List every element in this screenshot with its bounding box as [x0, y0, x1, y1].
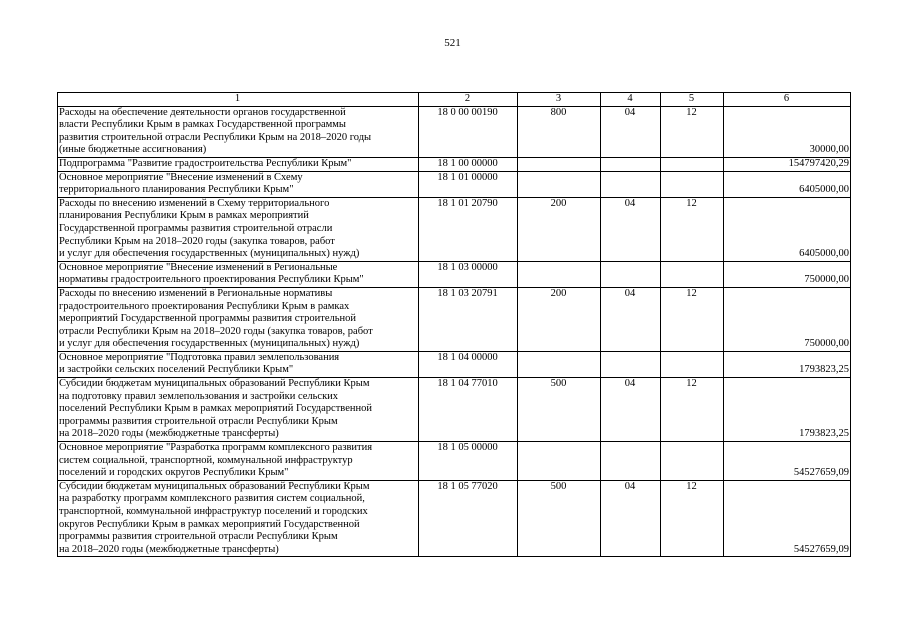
expense-name-cell: [58, 197, 419, 261]
target-article-cell: 18 1 05 77020: [419, 480, 518, 557]
expense-name-line: планирования Республики Крым в рамках мероприятий: [59, 210, 309, 222]
expense-name-line: Республики Крым на 2018–2020 годы (закупка товаров, работ: [59, 235, 335, 247]
expense-name-line: поселений и городских округов Республики Крым": [59, 467, 289, 479]
expense-name-line: Субсидии бюджетам муниципальных образований Республики Крым: [59, 378, 370, 390]
expense-name-line: Основное мероприятие "Разработка программ комплексного развития: [59, 442, 373, 454]
target-article-cell: 18 1 01 00000: [419, 171, 518, 197]
section-cell: [601, 171, 661, 197]
target-article-cell: 18 1 03 20791: [419, 287, 518, 351]
table-row: [58, 378, 851, 442]
expense-type-cell: [518, 261, 601, 287]
subsection-cell: 12: [661, 378, 724, 442]
expense-name-line: градостроительного проектирования Республики Крым в рамках: [59, 300, 350, 312]
target-article-cell: 18 1 05 00000: [419, 442, 518, 481]
amount-cell: 54527659,09: [724, 442, 851, 481]
expense-type-cell: 800: [518, 106, 601, 157]
expense-type-cell: 200: [518, 287, 601, 351]
column-header: 3: [518, 93, 601, 107]
subsection-cell: [661, 351, 724, 377]
expense-name-line: Основное мероприятие "Внесение изменений в Региональные: [59, 261, 338, 273]
expense-name-line: Основное мероприятие "Внесение изменений в Схему: [59, 171, 303, 183]
table-row: [58, 157, 851, 171]
expense-name-line: развития строительной отрасли Республики Крым на 2018–2020 годы: [59, 131, 372, 143]
amount-cell: 1793823,25: [724, 351, 851, 377]
section-cell: 04: [601, 197, 661, 261]
table-row: [58, 197, 851, 261]
expense-name-line: поселений Республики Крым в рамках мероприятий Государственной: [59, 403, 372, 415]
column-header: 2: [419, 93, 518, 107]
expense-name-line: Подпрограмма "Развитие градостроительства Республики Крым": [59, 157, 352, 169]
column-header: 1: [58, 93, 419, 107]
target-article-cell: 18 1 01 20790: [419, 197, 518, 261]
expense-name-line: округов Республики Крым в рамках мероприятий Государственной: [59, 518, 360, 530]
expense-name-cell: [58, 261, 419, 287]
table-row: [58, 106, 851, 157]
target-article-cell: 18 0 00 00190: [419, 106, 518, 157]
expense-name-cell: [58, 106, 419, 157]
expense-type-cell: [518, 171, 601, 197]
subsection-cell: [661, 442, 724, 481]
expense-name-cell: [58, 442, 419, 481]
page-number: 521: [444, 37, 461, 49]
amount-cell: 750000,00: [724, 287, 851, 351]
expense-name-line: на 2018–2020 годы (межбюджетные трансферты): [59, 428, 279, 440]
expense-name-line: мероприятий Государственной программы развития строительной: [59, 313, 356, 325]
column-header: 6: [724, 93, 851, 107]
amount-cell: 154797420,29: [724, 157, 851, 171]
expense-name-line: и услуг для обеспечения государственных (муниципальных) нужд): [59, 338, 360, 350]
expense-name-line: программы развития строительной отрасли Республики Крым: [59, 415, 338, 427]
amount-cell: 54527659,09: [724, 480, 851, 557]
expense-name-line: на разработку программ комплексного развития систем социальной,: [59, 493, 365, 505]
expense-type-cell: [518, 442, 601, 481]
section-cell: 04: [601, 480, 661, 557]
table-row: [58, 261, 851, 287]
expense-name-line: власти Республики Крым в рамках Государственной программы: [59, 119, 346, 131]
column-header: 5: [661, 93, 724, 107]
expense-name-cell: [58, 480, 419, 557]
expense-name-line: Основное мероприятие "Подготовка правил землепользования: [59, 351, 340, 363]
expense-name-line: Расходы на обеспечение деятельности органов государственной: [59, 106, 346, 118]
section-cell: 04: [601, 106, 661, 157]
expense-name-line: систем социальной, транспортной, коммунальной инфраструктур: [59, 454, 353, 466]
subsection-cell: 12: [661, 197, 724, 261]
expense-name-line: нормативы градостроительного проектирования Республики Крым": [59, 274, 364, 286]
amount-cell: 6405000,00: [724, 171, 851, 197]
subsection-cell: 12: [661, 287, 724, 351]
budget-table-body: [58, 93, 851, 557]
expense-name-line: (иные бюджетные ассигнования): [59, 144, 207, 156]
table-row: [58, 351, 851, 377]
subsection-cell: 12: [661, 106, 724, 157]
expense-name-line: транспортной, коммунальной инфраструктур поселений и городских: [59, 506, 368, 517]
budget-table: [57, 92, 851, 557]
expense-type-cell: 500: [518, 480, 601, 557]
target-article-cell: 18 1 03 00000: [419, 261, 518, 287]
expense-name-cell: [58, 287, 419, 351]
expense-name-line: Расходы по внесению изменений в Схему территориального: [59, 197, 330, 209]
section-cell: [601, 351, 661, 377]
expense-name-line: Расходы по внесению изменений в Региональные нормативы: [59, 287, 333, 299]
section-cell: 04: [601, 287, 661, 351]
expense-name-line: на 2018–2020 годы (межбюджетные трансферты): [59, 543, 279, 555]
expense-type-cell: [518, 157, 601, 171]
table-row: [58, 480, 851, 557]
column-header: 4: [601, 93, 661, 107]
target-article-cell: 18 1 00 00000: [419, 157, 518, 171]
section-cell: [601, 261, 661, 287]
amount-cell: 6405000,00: [724, 197, 851, 261]
table-row: [58, 287, 851, 351]
expense-name-cell: [58, 157, 419, 171]
amount-cell: 750000,00: [724, 261, 851, 287]
expense-name-line: отрасли Республики Крым на 2018–2020 годы (закупка товаров, работ: [59, 325, 373, 337]
expense-name-line: Государственной программы развития строительной отрасли: [59, 222, 333, 234]
target-article-cell: 18 1 04 77010: [419, 378, 518, 442]
expense-name-line: на подготовку правил землепользования и застройки сельских: [59, 390, 339, 402]
amount-cell: 1793823,25: [724, 378, 851, 442]
subsection-cell: [661, 157, 724, 171]
expense-name-line: и застройки сельских поселений Республики Крым": [59, 364, 294, 376]
expense-name-cell: [58, 351, 419, 377]
target-article-cell: 18 1 04 00000: [419, 351, 518, 377]
expense-type-cell: [518, 351, 601, 377]
expense-name-line: территориального планирования Республики Крым": [59, 184, 294, 196]
section-cell: [601, 157, 661, 171]
subsection-cell: [661, 261, 724, 287]
table-header-row: [58, 93, 851, 107]
section-cell: 04: [601, 378, 661, 442]
section-cell: [601, 442, 661, 481]
amount-cell: 30000,00: [724, 106, 851, 157]
expense-name-line: программы развития строительной отрасли Республики Крым: [59, 531, 338, 543]
expense-type-cell: 500: [518, 378, 601, 442]
expense-type-cell: 200: [518, 197, 601, 261]
expense-name-line: и услуг для обеспечения государственных (муниципальных) нужд): [59, 248, 360, 260]
subsection-cell: [661, 171, 724, 197]
subsection-cell: 12: [661, 480, 724, 557]
table-row: [58, 171, 851, 197]
expense-name-cell: [58, 378, 419, 442]
expense-name-cell: [58, 171, 419, 197]
expense-name-line: Субсидии бюджетам муниципальных образований Республики Крым: [59, 480, 370, 492]
table-row: [58, 442, 851, 481]
